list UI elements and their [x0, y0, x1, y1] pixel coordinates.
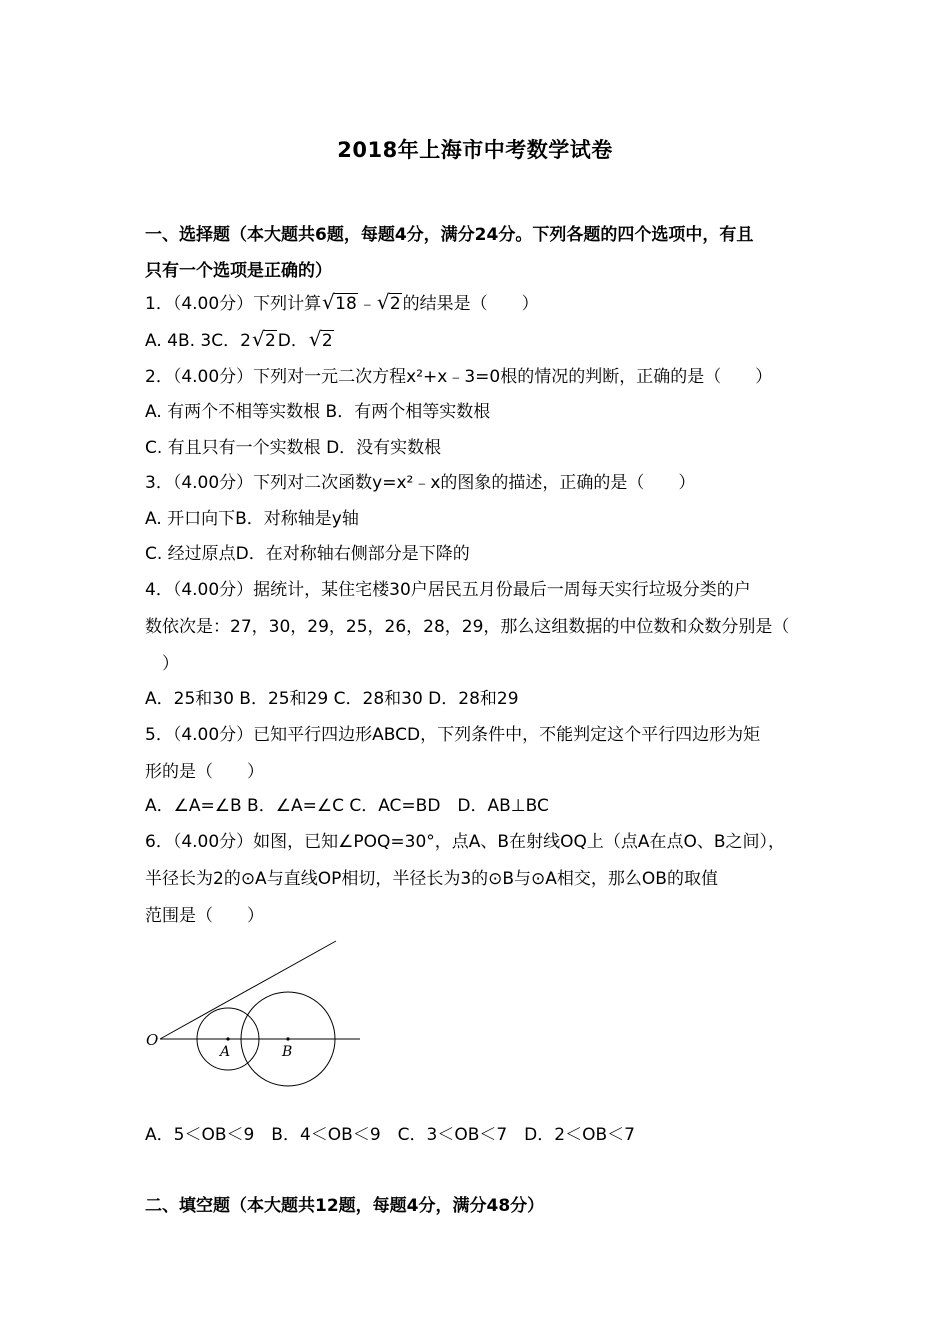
q2-options-line1: A. 有两个不相等实数根 B．有两个相等实数根	[145, 402, 491, 422]
q6-options: A．5＜OB＜9 B．4＜OB＜9 C．3＜OB＜7 D．2＜OB＜7	[145, 1125, 635, 1145]
radical-sign-icon: √	[376, 290, 390, 314]
q5-options: A．∠A=∠B B．∠A=∠C C．AC=BD D．AB⊥BC	[145, 796, 549, 816]
ray-op	[160, 941, 336, 1039]
q1-minus: ﹣	[358, 294, 376, 314]
sqrt-2-option-d	[308, 327, 334, 352]
label-a: A	[220, 1044, 231, 1060]
q1-option-d-label: D．	[277, 331, 308, 351]
q6-stem-line1: 6．（4.00分）如图，已知∠POQ=30°，点A、B在射线OQ上（点A在点O、B之间），	[145, 832, 786, 852]
point-b	[286, 1037, 289, 1040]
q3-options-line2: C. 经过原点D．在对称轴右侧部分是下降的	[145, 544, 470, 564]
q1-suffix: 的结果是（ ）	[402, 294, 539, 314]
sqrt-2	[376, 290, 402, 315]
q1-prefix: 1．（4.00分）下列计算	[145, 294, 322, 314]
label-o: O	[146, 1031, 159, 1049]
q1-options	[145, 327, 335, 352]
q4-stem-line3: ）	[145, 654, 179, 674]
radical-sign-icon: √	[251, 327, 265, 351]
q3-options-line1: A. 开口向下B．对称轴是y轴	[145, 509, 359, 529]
q5-stem-line2: 形的是（ ）	[145, 762, 264, 782]
q2-options-line2: C. 有且只有一个实数根 D．没有实数根	[145, 438, 442, 458]
q3-stem: 3．（4.00分）下列对二次函数y=x²﹣x的图象的描述，正确的是（ ）	[145, 473, 696, 493]
q6-stem-line2: 半径长为2的⊙A与直线OP相切，半径长为3的⊙B与⊙A相交，那么OB的取值	[145, 869, 718, 889]
sqrt-18	[322, 290, 358, 315]
sqrt-2-option-c	[251, 327, 277, 352]
radical-sign-icon: √	[322, 290, 335, 314]
section1-header-line2: 只有一个选项是正确的）	[145, 261, 332, 281]
label-b: B	[282, 1044, 293, 1060]
q1-radicand-1: 18	[335, 294, 357, 314]
page-title: 2018年上海市中考数学试卷	[337, 138, 613, 162]
section2-header: 二、填空题（本大题共12题，每题4分，满分48分）	[145, 1196, 545, 1216]
q1-stem	[145, 290, 539, 315]
q4-stem-line2: 数依次是：27，30，29，25，26，28，29，那么这组数据的中位数和众数分别是（	[145, 617, 790, 637]
q1-radicand-2: 2	[389, 294, 401, 314]
q4-stem-line1: 4．（4.00分）据统计，某住宅楼30户居民五月份最后一周每天实行垃圾分类的户	[145, 580, 751, 600]
q4-options: A．25和30 B．25和29 C．28和30 D．28和29	[145, 689, 519, 709]
q6-stem-line3: 范围是（ ）	[145, 906, 264, 926]
q5-stem-line1: 5．（4.00分）已知平行四边形ABCD，下列条件中，不能判定这个平行四边形为矩	[145, 725, 761, 745]
q1-option-d-radicand: 2	[321, 331, 333, 351]
q6-figure	[140, 935, 370, 1095]
section1-header-line1: 一、选择题（本大题共6题，每题4分，满分24分。下列各题的四个选项中，有且	[145, 225, 754, 245]
q2-stem: 2．（4.00分）下列对一元二次方程x²+x﹣3=0根的情况的判断，正确的是（ ）	[145, 367, 773, 387]
q1-option-c-radicand: 2	[264, 331, 276, 351]
q1-options-ab: A. 4B. 3C．2	[145, 331, 251, 351]
radical-sign-icon: √	[308, 327, 322, 351]
point-a	[226, 1037, 229, 1040]
